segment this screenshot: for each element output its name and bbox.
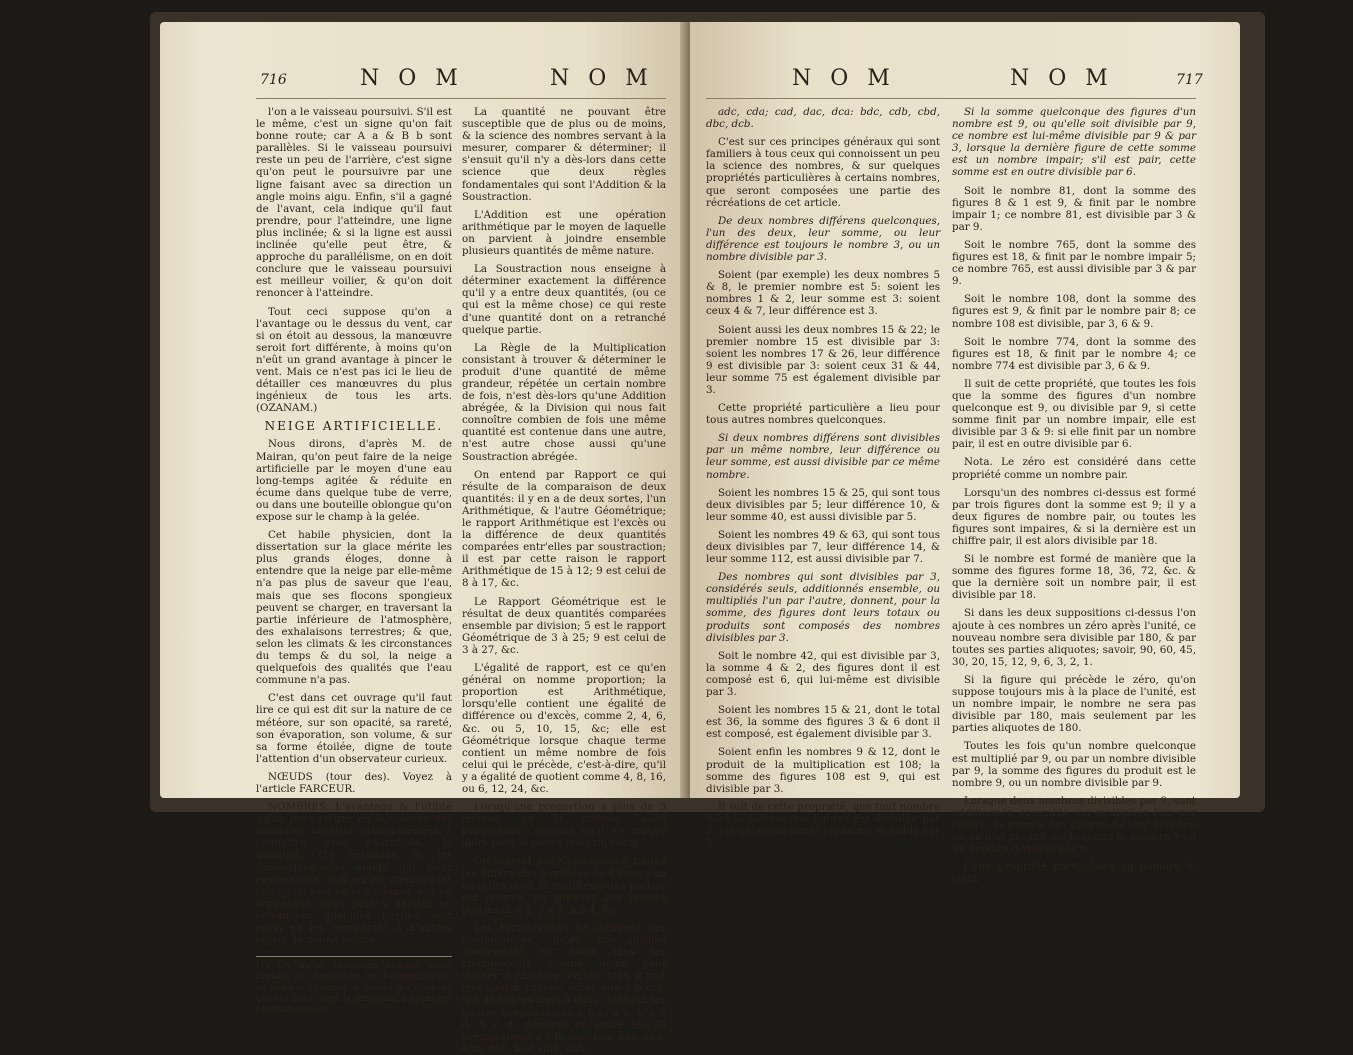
paragraph: De deux nombres différens quelconques, l'un des deux, leur somme, ou leur différence est toujours le nombre 3, ou un nombre divisible par 3. [706,214,940,264]
paragraph: Nous dirons, d'après M. de Mairan, qu'on peut faire de la neige artificielle par le moyen d'une eau long-temps agitée & réduite en écume dans quelque tube de verre, ou dans une bouteille oblongue qu'on expose sur le champ à la gelée. [256,438,452,523]
paragraph: La Soustraction nous enseigne à déterminer exactement la différence qu'il y a entre deux quantités, (ou ce qui est la même chose) ce qui reste d'une quantité dont on a retranché quelque partie. [462,263,666,336]
page-number: 716 [260,72,287,88]
section-heading: NEIGE ARTIFICIELLE. [264,419,444,434]
paragraph: Soit le nombre 765, dont la somme des figures est 18, & finit par le nombre impair 5; ce nombre 765, est aussi divisible par 3 & par 9. [952,238,1196,288]
running-head-col2: N O M [1010,66,1114,91]
paragraph: Soient les nombres 15 & 21, dont le total est 36, la somme des figures 3 & 6 dont il est composé, est également divisible par 3. [706,704,940,741]
paragraph: Lorsque deux nombres divisibles par 9, sont additionnés ensemble, ou multipliés l'un par l'autre, la somme des figures de leur addition ou de leur produit est toujours le nombre 9 ou un nombre divisible par 9. [952,794,1196,856]
paragraph: NŒUDS (tour des). Voyez à l'article FARCEUR. [256,770,452,795]
paragraph: Soit le nombre 81, dont la somme des figures 8 & 1 est 9, & finit par le nombre impair 1; ce nombre 81, est divisible par 3 & par 9. [952,184,1196,233]
paragraph: Les Permutations ne diffèrent des combinaisons, qu'en ce qu'elles contiennent en outre tous les changements d'ordre qu'on peut donner à chacune d'elles. D'où il suit que quatre choses, telles que a b c d, qui disposées trois à trois, donnent les quatre combinaisons a b c: a b d: a c d: b c d, donnent en outre les 20 permutations a c b, bac, bca, cab, cba: adb, dab, bad, dba, dab: [462,921,666,1055]
header-rule [706,98,1196,99]
paragraph: Si la figure qui précède le zéro, qu'on suppose toujours mis à la place de l'unité, est un nombre impair, le nombre ne sera pas divisible par 180, mais seulement par les parties aliquotes de 180. [952,673,1196,735]
paragraph: Soient (par exemple) les deux nombres 5 & 8, le premier nombre est 5: soient les nombres 1 & 2, leur somme est 3: soient ceux 4 & 7, leur différence est 3. [706,269,940,318]
paragraph: La Règle de la Multiplication consistant à trouver & déterminer le produit d'une quantité de même grandeur, répétée un certain nombre de fois, n'est dès-lors qu'une Addition abrégée, & la Division qui nous fait connoître combien de fois une même quantité est contenue dans une autre, n'est autre chose aussi qu'une Soustraction abrégée. [462,341,666,463]
paragraph: Soient les nombres 15 & 25, qui sont tous deux divisibles par 5; leur différence 10, & leur somme 40, est aussi divisible par 5. [706,486,940,523]
paragraph: l'on a le vaisseau poursuivi. S'il est le même, c'est un signe qu'on fait bonne route; car A a & B b sont parallèles. Si le vaisseau poursuivi reste un peu de l'arrière, c'est signe qu'on peut le poursuivre par une ligne faisant avec sa direction un angle moins aigu. Enfin, s'il a gagné de l'avant, cela indique qu'il faut prendre, pour l'atteindre, une ligne plus inclinée; & si la ligne est aussi inclinée qu'elle peut être, & approche du parallélisme, on en doit conclure que le vaisseau poursuivi est meilleur voilier, & qu'on doit renoncer à l'atteindre. [256,106,452,300]
left-column-2 [462,106,666,1055]
paragraph: Soit le nombre 108, dont la somme des figures est 9, & finit par le nombre pair 8; ce nombre 108 est divisible, par 3, 6 & 9. [952,293,1196,330]
paragraph: Si la somme quelconque des figures d'un nombre est 9, ou qu'elle soit divisible par 9, ce nombre est lui-même divisible par 9 & par 3, lorsque la dernière figure de cette somme est un nombre impair; s'il est pair, cette somme est en outre divisible par 6. [952,106,1196,179]
page-number: 717 [1176,72,1203,88]
left-page [160,22,688,1055]
paragraph: Il suit de cette propriété, que toutes les fois que la somme des figures d'un nombre quelconque est 9, ou divisible par 9, si cette somme finit par un nombre impair, elle est divisible par 3 & 9: si elle finit par un nombre pair, il est en outre divisible par 6. [952,377,1196,451]
left-column-1 [256,106,452,1016]
paragraph: Lorsqu'un des nombres ci-dessus est formé par trois figures dont la somme est 9; il y a deux figures de nombre pair, ou toutes les figures sont impaires, & si la dernière est un chiffre pair, il est alors divisible par 18. [952,486,1196,547]
paragraph: Cette propriété particulière au nombre 9, vient [952,861,1196,886]
running-head: N O M [360,66,464,91]
paragraph: L'Addition est une opération arithmétique par le moyen de laquelle on parvient à joindre ensemble plusieurs quantités de même nature. [462,208,666,258]
paragraph: adc, cda; cad, dac, dca: bdc, cdb, cbd, dbc, dcb. [706,106,940,131]
paragraph: Toutes les fois qu'un nombre quelconque est multiplié par 9, ou par un nombre divisible par 9, la somme des figures du produit est le nombre 9, ou un nombre divisible par 9. [952,740,1196,789]
right-page [690,22,1240,886]
paragraph: Le Rapport Géométrique est le résultat de deux quantités comparées ensemble par division; 5 est le rapport Géométrique de 3 à 25; 9 est celui de 3 à 27, &c. [462,595,666,656]
paragraph: Il suit de cette propriété, que tout nombre dont la somme des figures est divisible par 3, est nécessairement lui-même divisible par 3. [706,800,940,850]
paragraph: Des nombres qui sont divisibles par 3, considérés seuls, additionnés ensemble, ou multipliés l'un par l'autre, donnent, pour la somme, des figures dont leurs totaux ou produits sont composés des nombres divisibles par 3. [706,571,940,644]
running-head-col2: N O M [550,66,654,91]
paragraph: Tout ceci suppose qu'on a l'avantage ou le dessus du vent, car si on étoit au dessous, la manœuvre seroit fort différente, à moins qu'on n'eût un grand avantage à pincer le vent. Mais ce n'est pas ici le lieu de détailler ces manœuvres du plus ingénieux de tous les arts. (OZANAM.) [256,305,452,415]
running-head: N O M [792,66,896,91]
paragraph: C'est sur ces principes généraux qui sont familiers à tous ceux qui connoissent un peu la science des nombres, & sur quelques propriétés particulières à certains nombres, que seront composées une partie des récréations de cet article. [706,136,940,209]
paragraph: Si dans les deux suppositions ci-dessus l'on ajoute à ces nombres un zéro après l'unité, ce nouveau nombre sera divisible par 180, & par toutes ses parties aliquotes; savoir, 90, 60, 45, 30, 20, 15, 12, 9, 6, 3, 2, 1. [952,607,1196,668]
paragraph: Soient aussi les deux nombres 15 & 22; le premier nombre 15 est divisible par 3: soient les nombres 17 & 26, leur différence 9 est divisible par 3: soient ceux 31 & 44, leur somme 75 est également divisible par 3. [706,323,940,396]
paragraph: Si le nombre est formé de manière que la somme des figures forme 18, 36, 72, &c. & que la dernière soit un nombre pair, il est divisible par 18. [952,553,1196,602]
right-column-1 [706,106,940,850]
paragraph: Soit le nombre 774, dont la somme des figures est 18, & finit par le nombre 4; ce nombre 774 est divisible par 3, 6 & 9. [952,335,1196,372]
paragraph: Si deux nombres différens sont divisibles par un même nombre, leur différence ou leur somme, est aussi divisible par ce même nombre. [706,432,940,481]
paragraph: Soient enfin les nombres 9 & 12, dont le produit de la multiplication est 108; la somme des figures 108 est 9, qui est divisible par 3. [706,746,940,795]
right-column-2 [952,106,1196,886]
paragraph: Cette propriété particulière a lieu pour tous autres nombres quelconques. [706,402,940,427]
paragraph: La quantité ne pouvant être susceptible que de plus ou de moins, & la science des nombres servant à la mesurer, comparer & déterminer; il s'ensuit qu'il n'y a dès-lors dans cette science que deux règles fondamentales qui sont l'Addition & la Soustraction. [462,106,666,203]
paragraph: Lorsqu'une proportion a plus de 3 termes, on la nomme alors progression, attendu qu'il s'y trouve alors pour le moins trois rapports. [462,801,666,850]
paragraph: Nota. Le zéro est considéré dans cette propriété comme un nombre pair. [952,456,1196,481]
paragraph: Soient les nombres 49 & 63, qui sont tous deux divisibles par 7, leur différence 14, & leur somme 112, est aussi divisible par 7. [706,528,940,566]
footnote: (1) Ce qu'on considère comme étant capable de diminution ou d'augmentation se nomme quantité, & toutes les sciences qui ont pour objet la grandeur, s'appellent Mathématiques. [256,956,452,1016]
paragraph: On entend par Combinaison toutes les différentes manières de diviser une quantité dont la multitude des parties est connue, en prenant ces mêmes parties, 2 à 2, 3 à 3, 4 à 4, &c. [462,855,666,916]
paragraph: Cet habile physicien, dont la dissertation sur la glace mérite les plus grands éloges, donne à entendre que la neige par elle-même n'a pas plus de saveur que l'eau, mais que ses flocons spongieux peuvent se charger, en traversant la partie inférieure de l'atmosphère, des exhalaisons terrestres; & que, selon les climats & les circonstances du temps & du sol, la neige a quelquefois des qualités que l'eau commune n'a pas. [256,529,452,687]
paragraph: L'égalité de rapport, est ce qu'en général on nomme proportion; la proportion est Arithmétique, lorsqu'elle contient une égalité de différence ou d'excès, comme 2, 4, 6, &c. ou 5, 10, 15, &c; elle est Géométrique lorsque chaque terme contient un même nombre de fois celui qui le précède, c'est-à-dire, qu'il y a égalité de quotient comme 4, 8, 16, ou 6, 12, 24, &c. [462,662,666,795]
paragraph: NOMBRES. L'avantage & l'utilité qu'on peut retirer de la science des nombres, consiste principalement à connoître avec exactitude, la quantité, (1) l'étendue & les dimensions des objets qui nous environnent, soit en les considérant tels qu'ils sont en eux-mêmes, soit en supposant qu'on peut y ajouter ou retrancher quelques parties, soit enfin en les comparant à d'autres objets de même nature. [256,801,452,947]
header-rule [256,98,666,99]
paragraph: On entend par Rapport ce qui résulte de la comparaison de deux quantités: il y en a de deux sortes, l'un Arithmétique, & l'autre Géométrique; le rapport Arithmétique est l'excès ou la différence de deux quantités comparées entr'elles par soustraction; il est par cette raison le rapport Arithmétique de 15 à 12; 9 est celui de 8 à 17, &c. [462,468,666,590]
paragraph: Soit le nombre 42, qui est divisible par 3, la somme 4 & 2, des figures dont il est composé est 6, qui lui-même est divisible par 3. [706,649,940,699]
paragraph: C'est dans cet ouvrage qu'il faut lire ce qui est dit sur la nature de ce météore, sur son opacité, sa rareté, son évaporation, son volume, & sur sa forme étoilée, digne de toute l'attention d'un observateur curieux. [256,692,452,765]
